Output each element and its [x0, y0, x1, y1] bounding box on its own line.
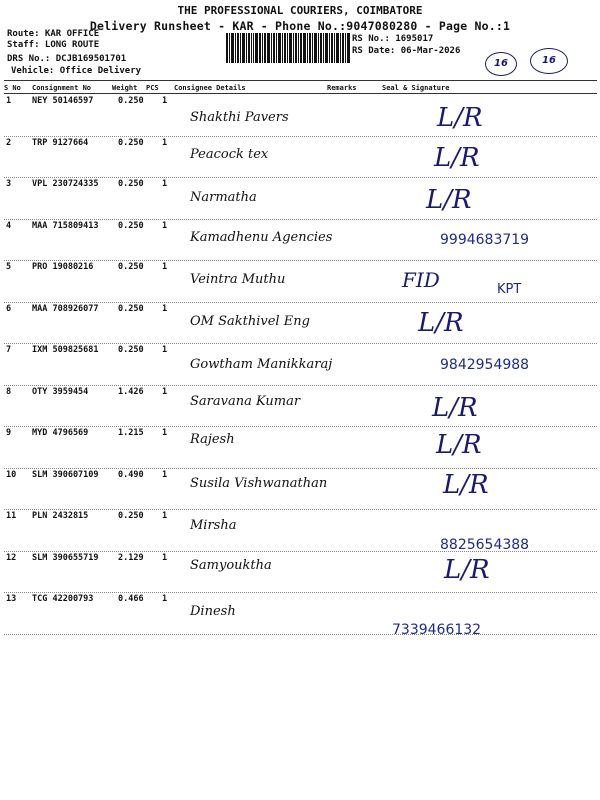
row-divider: [4, 343, 597, 344]
delivery-seal-mark: FID: [402, 268, 440, 292]
serial-number: 4: [6, 220, 12, 231]
row-divider: [4, 426, 597, 427]
table-header-rule: [4, 93, 597, 94]
col-consignee: Consignee Details: [174, 84, 246, 92]
serial-number: 12: [6, 552, 17, 563]
pieces-value: 1: [162, 179, 168, 189]
barcode-image: [226, 33, 350, 63]
consignee-name-handwritten: Mirsha: [190, 518, 237, 533]
row-divider: [4, 260, 597, 261]
consignee-name-handwritten: Gowtham Manikkaraj: [190, 357, 333, 372]
weight-value: 0.250: [118, 220, 144, 231]
delivery-seal-mark: L/R: [443, 470, 489, 500]
consignee-name-handwritten: Veintra Muthu: [190, 272, 286, 287]
consignment-number: OTY 3959454: [32, 386, 89, 397]
weight-value: 0.250: [118, 511, 144, 521]
consignee-name-handwritten: Kamadhenu Agencies: [190, 230, 333, 245]
col-pcs: PCS: [146, 84, 159, 92]
serial-number: 10: [6, 469, 17, 480]
row-divider: [4, 592, 597, 593]
runsheet-title: Delivery Runsheet - KAR - Phone No.:9047080280 - Page No.:1: [89, 19, 511, 33]
consignment-number: MAA 708926077: [32, 303, 99, 314]
col-remarks: Remarks: [327, 84, 357, 92]
consignment-number: TCG 42200793: [32, 594, 94, 604]
weight-value: 1.215: [118, 428, 144, 438]
consignment-number: SLM 390655719: [32, 552, 99, 563]
pieces-value: 1: [162, 511, 168, 521]
weight-value: 2.129: [118, 552, 144, 563]
weight-value: 1.426: [118, 386, 144, 397]
consignment-number: TRP 9127664: [32, 137, 89, 148]
pieces-value: 1: [162, 469, 168, 480]
pieces-value: 1: [162, 262, 168, 272]
consignment-number: PRO 19080216: [32, 262, 94, 272]
weight-value: 0.490: [118, 469, 144, 480]
consignment-number: SLM 390607109: [32, 469, 99, 480]
delivery-seal-mark: L/R: [436, 430, 482, 460]
consignee-name-handwritten: Samyouktha: [190, 558, 272, 573]
consignment-number: PLN 2432815: [32, 511, 89, 521]
serial-number: 3: [6, 179, 12, 189]
pieces-value: 1: [162, 137, 168, 148]
serial-number: 11: [6, 511, 17, 521]
table-top-rule: [4, 80, 597, 81]
delivery-seal-mark: L/R: [437, 103, 483, 133]
handwritten-phone-note: 9842954988: [440, 357, 530, 373]
col-sno: S No: [4, 84, 21, 92]
rs-date: RS Date: 06-Mar-2026: [352, 46, 461, 56]
serial-number: 7: [6, 345, 12, 355]
consignee-name-handwritten: Susila Vishwanathan: [190, 476, 328, 491]
consignee-name-handwritten: Rajesh: [190, 432, 235, 447]
serial-number: 8: [6, 386, 12, 397]
serial-number: 6: [6, 303, 12, 314]
handwritten-phone-note: 8825654388: [440, 537, 530, 553]
delivery-seal-mark: L/R: [426, 185, 472, 215]
pieces-value: 1: [162, 552, 168, 563]
weight-value: 0.250: [118, 96, 144, 106]
row-divider: [4, 634, 597, 635]
handwritten-count-circle: 16: [485, 52, 517, 76]
delivery-seal-mark: L/R: [444, 555, 490, 585]
weight-value: 0.250: [118, 262, 144, 272]
row-divider: [4, 509, 597, 510]
handwritten-count-circle: 16: [530, 48, 568, 74]
handwritten-phone-note: 9994683719: [440, 232, 530, 248]
weight-value: 0.466: [118, 594, 144, 604]
serial-number: 13: [6, 594, 17, 604]
consignee-name-handwritten: Narmatha: [190, 190, 257, 205]
staff-label: Staff: LONG ROUTE: [7, 40, 100, 50]
consignee-name-handwritten: Peacock tex: [190, 147, 269, 162]
row-divider: [4, 177, 597, 178]
row-divider: [4, 385, 597, 386]
delivery-seal-mark: L/R: [418, 308, 464, 338]
delivery-seal-mark: L/R: [434, 143, 480, 173]
serial-number: 2: [6, 137, 12, 148]
vehicle-label: Vehicle: Office Delivery: [11, 66, 142, 76]
consignment-number: VPL 230724335: [32, 179, 99, 189]
pieces-value: 1: [162, 594, 168, 604]
pieces-value: 1: [162, 220, 168, 231]
handwritten-phone-note: 7339466132: [392, 622, 482, 638]
consignment-number: IXM 509825681: [32, 345, 99, 355]
weight-value: 0.250: [118, 179, 144, 189]
weight-value: 0.250: [118, 303, 144, 314]
pieces-value: 1: [162, 386, 168, 397]
consignment-number: MAA 715809413: [32, 220, 99, 231]
pieces-value: 1: [162, 303, 168, 314]
weight-value: 0.250: [118, 137, 144, 148]
delivery-seal-mark: L/R: [432, 393, 478, 423]
pieces-value: 1: [162, 345, 168, 355]
consignee-name-handwritten: Shakthi Pavers: [190, 110, 289, 125]
consignment-number: NEY 50146597: [32, 96, 94, 106]
route-label: Route: KAR OFFICE: [7, 29, 100, 39]
row-divider: [4, 136, 597, 137]
consignee-name-handwritten: OM Sakthivel Eng: [190, 314, 310, 329]
company-name: THE PROFESSIONAL COURIERS, COIMBATORE: [177, 4, 423, 17]
col-consignment: Consignment No: [32, 84, 92, 92]
consignee-name-handwritten: Dinesh: [190, 604, 236, 619]
handwritten-phone-note: KPT: [497, 282, 522, 297]
consignee-name-handwritten: Saravana Kumar: [190, 394, 301, 409]
serial-number: 1: [6, 96, 12, 106]
drs-number: DRS No.: DCJB169501701: [7, 54, 127, 64]
consignment-number: MYD 4796569: [32, 428, 89, 438]
weight-value: 0.250: [118, 345, 144, 355]
pieces-value: 1: [162, 96, 168, 106]
rs-number: RS No.: 1695017: [352, 34, 434, 44]
serial-number: 5: [6, 262, 12, 272]
col-weight: Weight: [112, 84, 138, 92]
col-seal: Seal & Signature: [382, 84, 450, 92]
serial-number: 9: [6, 428, 12, 438]
pieces-value: 1: [162, 428, 168, 438]
